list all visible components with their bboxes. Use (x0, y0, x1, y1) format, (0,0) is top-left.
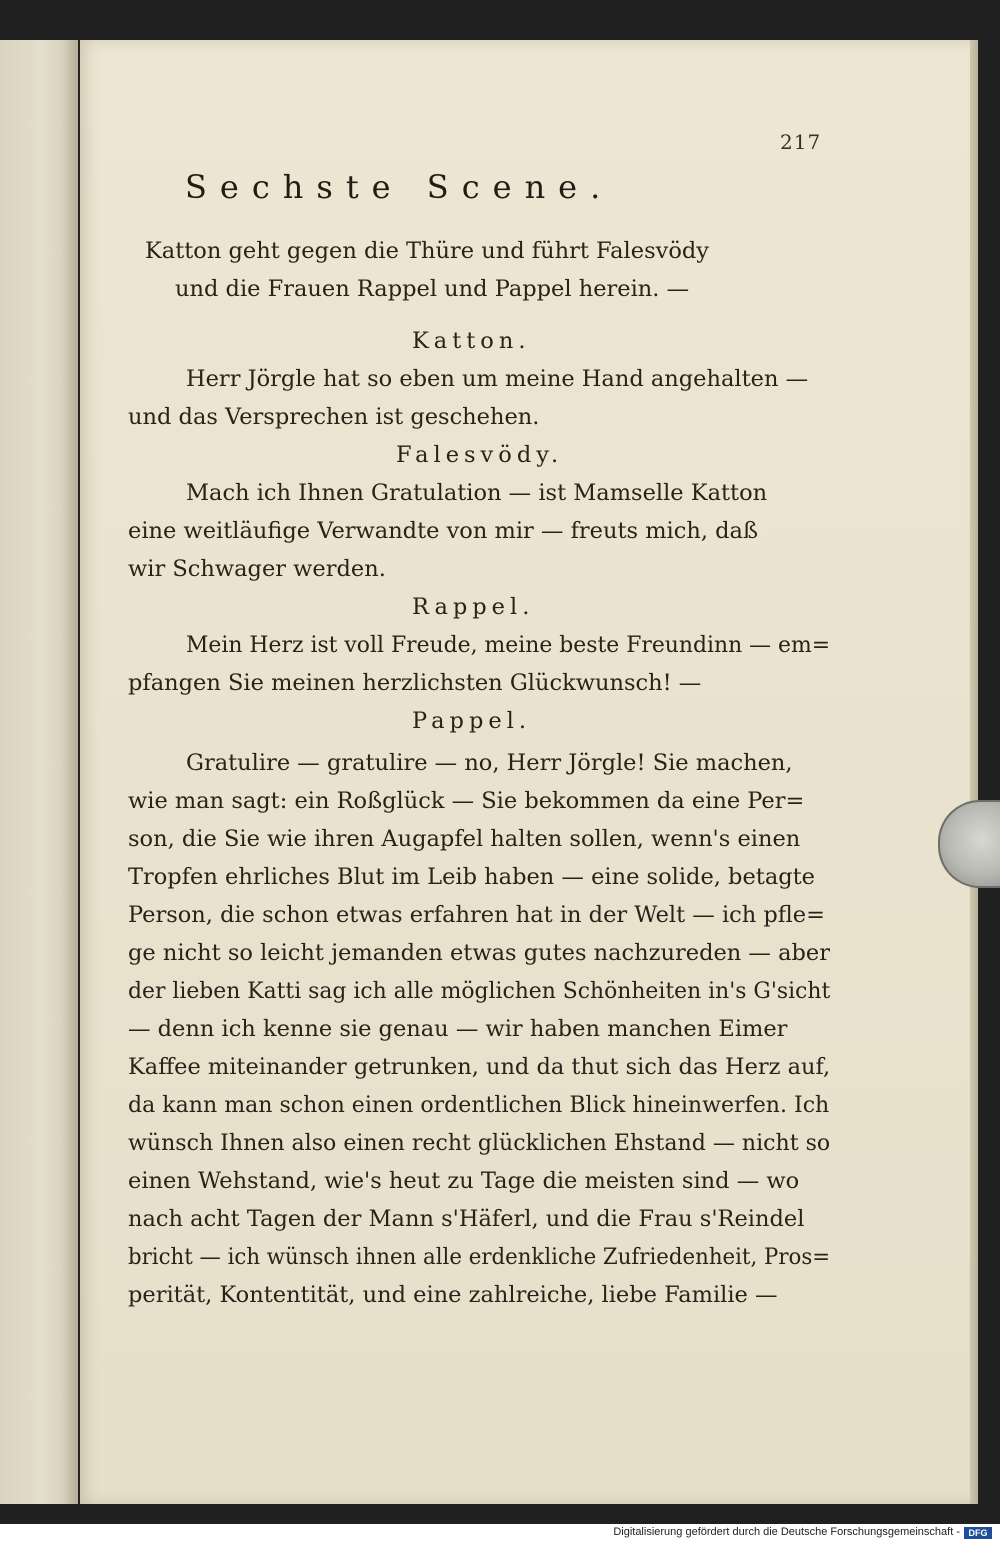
speaker-name: Falesvödy. (396, 442, 564, 468)
speech-line: perität, Kontentität, und eine zahlreiche, liebe Familie — (128, 1282, 778, 1308)
page-right-edge (970, 40, 978, 1504)
speech-line: Mach ich Ihnen Gratulation — ist Mamselle Katton (186, 480, 768, 506)
speech-line: Kaffee miteinander getrunken, und da thut sich das Herz auf, (128, 1054, 831, 1080)
speech-line: Gratulire — gratulire — no, Herr Jörgle! Sie machen, (186, 750, 793, 776)
speech-line: son, die Sie wie ihren Augapfel halten sollen, wenn's einen (128, 826, 801, 852)
stage-direction-line: Katton geht gegen die Thüre und führt Falesvödy (145, 238, 709, 264)
speaker-name: Rappel. (412, 594, 535, 620)
speech-line: und das Versprechen ist geschehen. (128, 404, 540, 430)
speaker-name: Pappel. (412, 708, 532, 734)
speech-line: ge nicht so leicht jemanden etwas gutes nachzureden — aber (128, 940, 830, 966)
speech-line: eine weitläufige Verwandte von mir — freuts mich, daß (128, 518, 758, 544)
speech-line: — denn ich kenne sie genau — wir haben manchen Eimer (128, 1016, 788, 1042)
speech-line: Mein Herz ist voll Freude, meine beste Freundinn — em= (186, 632, 831, 658)
speech-line: der lieben Katti sag ich alle möglichen Schönheiten in's G'sicht (128, 978, 831, 1004)
speech-line: einen Wehstand, wie's heut zu Tage die meisten sind — wo (128, 1168, 800, 1194)
stage-direction-line: und die Frauen Rappel und Pappel herein. — (175, 276, 690, 302)
scene-title: Sechste Scene. (185, 168, 614, 206)
speech-line: da kann man schon einen ordentlichen Blick hineinwerfen. Ich (128, 1092, 830, 1118)
page-number: 217 (780, 130, 822, 154)
dfg-logo: DFG (964, 1527, 992, 1539)
speech-line: pfangen Sie meinen herzlichsten Glückwunsch! — (128, 670, 702, 696)
speaker-name: Katton. (412, 328, 531, 354)
speech-line: wir Schwager werden. (128, 556, 386, 582)
speech-line: bricht — ich wünsch ihnen alle erdenkliche Zufriedenheit, Pros= (128, 1244, 831, 1270)
digitization-credit: Digitalisierung gefördert durch die Deutsche Forschungsgemeinschaft - (613, 1526, 960, 1538)
speech-line: Person, die schon etwas erfahren hat in der Welt — ich pfle= (128, 902, 825, 928)
speech-line: wie man sagt: ein Roßglück — Sie bekommen da eine Per= (128, 788, 805, 814)
speech-line: Herr Jörgle hat so eben um meine Hand angehalten — (186, 366, 809, 392)
speech-line: nach acht Tagen der Mann s'Häferl, und die Frau s'Reindel (128, 1206, 805, 1232)
speech-line: wünsch Ihnen also einen recht glücklichen Ehstand — nicht so (128, 1130, 831, 1156)
speech-line: Tropfen ehrliches Blut im Leib haben — eine solide, betagte (128, 864, 815, 890)
